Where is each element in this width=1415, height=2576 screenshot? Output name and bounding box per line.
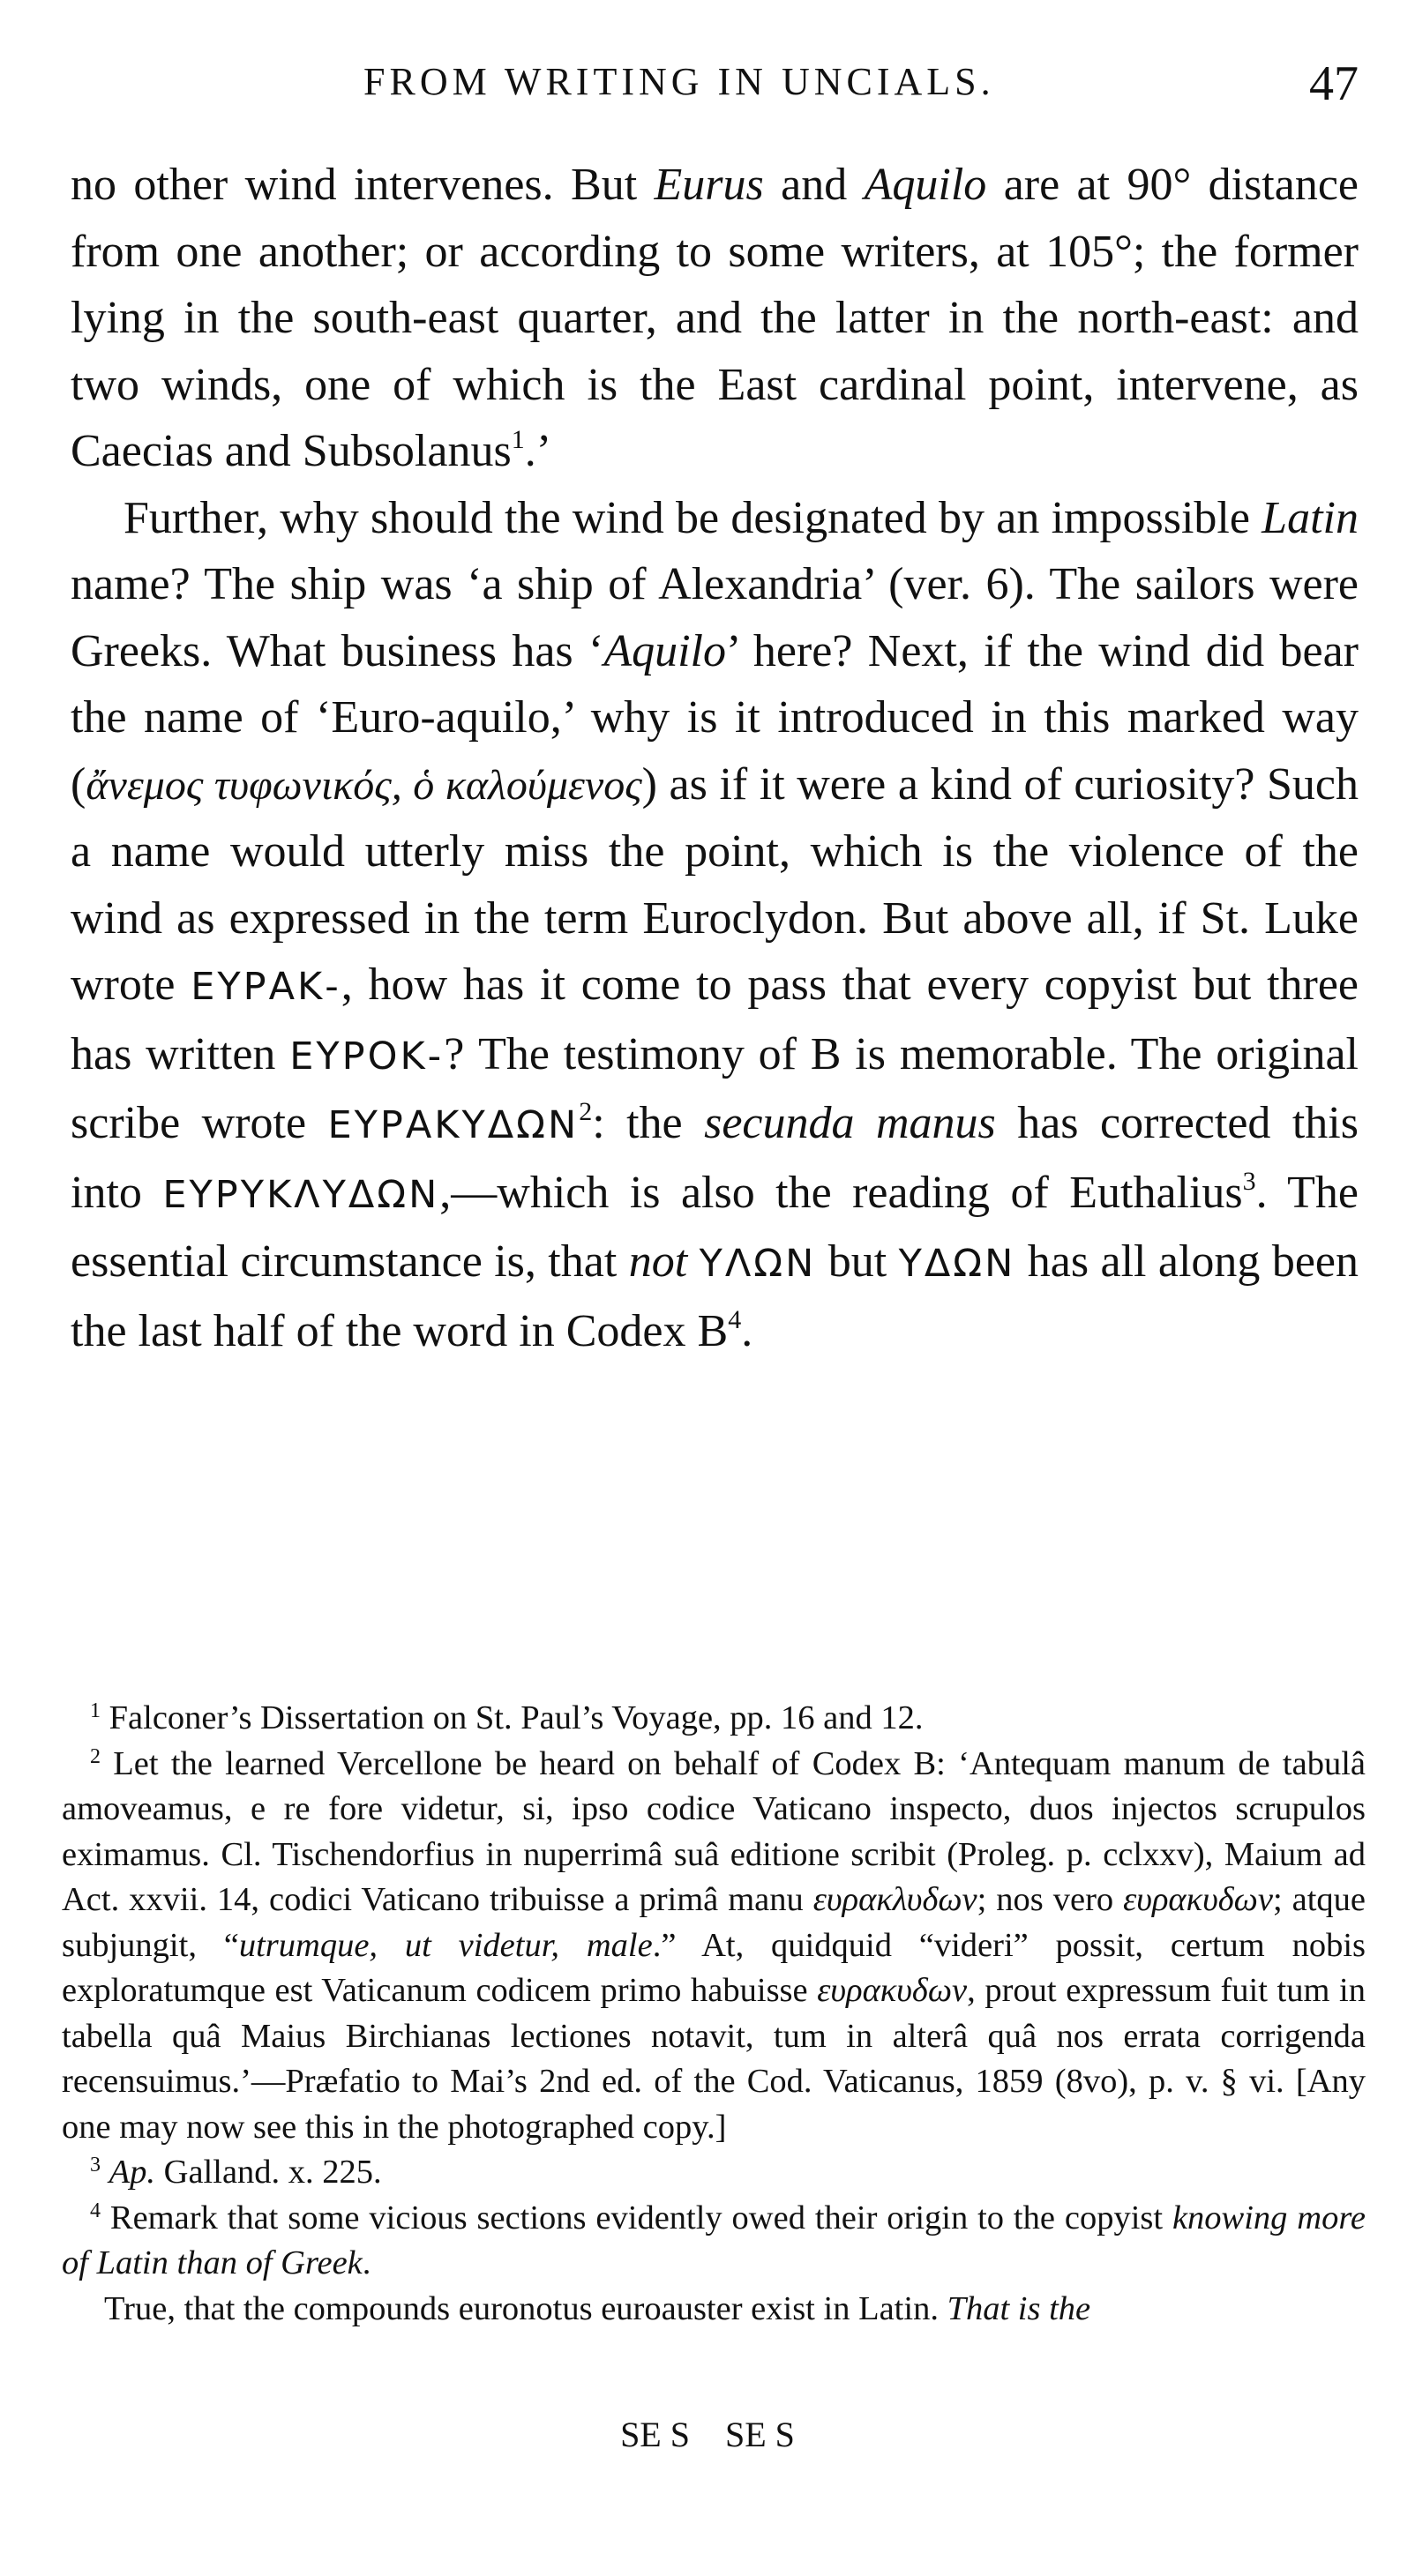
text-run: Further, why should the wind be designated by an impossible (124, 492, 1262, 543)
footnote-text: ; atque subjungit, “ (62, 1881, 1366, 1964)
footnote-text: Galland. x. 225. (155, 2154, 382, 2191)
main-text (71, 152, 1359, 1364)
text-run: , how has it come to pass that every copyist but three has written (71, 959, 1359, 1079)
italic-term: Ap. (109, 2154, 156, 2191)
text-run: has corrected this into (71, 1098, 1359, 1218)
footnote-3 (62, 2150, 1366, 2196)
uncial-word: ΕΥΡΥΚΛΥΔΩΝ (162, 1172, 440, 1217)
footnotes (62, 1696, 1366, 2332)
footnote-text: , prout expressum fuit tum in tabella quâ Maius Birchianas lectiones notavit, tum in alterâ quâ nos errata corrigenda recensuimus.’—Præfatio to Mai’s 2nd ed. of the Cod. Vaticanus, 1859 (8vo), p. v. § vi. [Any one may now see this in the photographed copy.] (62, 1972, 1366, 2146)
greek-word: ευρακυδων (817, 1972, 968, 2009)
text-run: has all along been the last half of the word in Codex B (71, 1236, 1359, 1356)
text-run: are at 90° distance from one another; or according to some writers, at 105°; the former lying in the south-east quarter, and the latter in the north-east: and two winds, one of which is the East cardinal point, intervene, as Caecias and Subsolanus (71, 160, 1359, 476)
footnote-mark: 3 (90, 2154, 101, 2177)
footnote-text: Let the learned Vercellone be heard on behalf of Codex B: ‘Antequam manum de tabulâ amoveamus, e re fore videtur, si, ipso codice Vaticano inspecto, duos injectos scrupulos eximamus. Cl. Tischendorfius in nuperrimâ suâ editione scribit (Proleg. p. cclxxv), Maium ad Act. xxvii. 14, codici Vaticano tribuisse a primâ manu (62, 1744, 1366, 1918)
footnote-text: True, that the compounds euronotus euroauster exist in Latin. (104, 2289, 947, 2327)
footnote-mark: 1 (90, 1699, 101, 1722)
text-run: ? The testimony of B is memorable. The original scribe wrote (71, 1028, 1359, 1148)
footnote-mark: 4 (90, 2199, 101, 2222)
footnote-mark: 2 (90, 1744, 101, 1768)
footnote-ref[interactable]: 2 (579, 1097, 593, 1126)
text-run: no other wind intervenes. But (71, 160, 655, 210)
footnote-text: . (362, 2244, 371, 2281)
footnote-text: Falconer’s Dissertation on St. Paul’s Voyage, pp. 16 and 12. (109, 1699, 924, 1736)
text-run: ,—which is also the reading of Euthalius (439, 1167, 1243, 1218)
text-run: ’ here? Next, if the wind did bear the name of ‘Euro-aquilo,’ why is it introduced in this marked way ( (71, 625, 1359, 810)
italic-term: knowing more of Latin than of Greek (62, 2199, 1366, 2281)
footnote-continuation (62, 2287, 1366, 2333)
page-number: 47 (1309, 56, 1359, 111)
greek-phrase: ἄνεμος τυφωνικός, ὁ καλούμενος (86, 761, 642, 809)
footnote-text: ; nos vero (977, 1881, 1124, 1918)
greek-word: ευρακυδων (1123, 1881, 1273, 1918)
italic-term: utrumque, ut videtur, male (238, 1926, 653, 1964)
footnote-2 (62, 1742, 1366, 2151)
running-title: FROM WRITING IN UNCIALS. (363, 60, 995, 103)
uncial-word: ΥΛΩΝ (699, 1242, 817, 1286)
footnote-ref[interactable]: 3 (1242, 1166, 1256, 1196)
footnote-text: .” At, quidquid “videri” possit, certum nobis exploratumque est Vaticanum codicem primo habuisse (62, 1926, 1366, 2009)
text-run: ) as if it were a kind of curiosity? Such a name would utterly miss the point, which is the violence of the wind as expressed in the term Euroclydon. But above all, if St. Luke wrote (71, 758, 1359, 1010)
text-run: : the (592, 1098, 705, 1148)
italic-term: not (628, 1236, 688, 1287)
text-run: . The essential circumstance is, that (71, 1167, 1359, 1287)
italic-term: Latin (1262, 492, 1359, 543)
paragraph-2 (71, 485, 1359, 1365)
text-run: and (763, 160, 865, 210)
italic-term: Eurus (654, 160, 764, 210)
text-run: . (741, 1305, 753, 1356)
italic-term: Aquilo (864, 160, 987, 210)
footnote-ref[interactable]: 1 (511, 425, 525, 454)
footnote-4 (62, 2196, 1366, 2287)
signature-line: SE S SE S (620, 2415, 795, 2454)
footnote-1 (62, 1696, 1366, 1742)
paragraph-1 (71, 152, 1359, 485)
text-run (687, 1236, 699, 1287)
text-run: .’ (524, 426, 552, 476)
italic-term: Aquilo (603, 625, 727, 676)
italic-term: secunda manus (704, 1098, 996, 1148)
uncial-word: ΥΔΩΝ (898, 1242, 1016, 1286)
footnote-ref[interactable]: 4 (728, 1304, 742, 1334)
text-run: name? The ship was ‘a ship of Alexandria’ (ver. 6). The sailors were Greeks. What business has ‘ (71, 559, 1359, 676)
text-run: but (816, 1236, 899, 1287)
italic-term: That is the (947, 2289, 1091, 2327)
greek-word: ευρακλυδων (812, 1881, 977, 1918)
uncial-word: ΕΥΡΟΚ- (289, 1034, 445, 1079)
uncial-word: ΕΥΡΑΚ- (191, 965, 341, 1009)
uncial-word: ΕΥΡΑΚΥΔΩΝ (327, 1103, 580, 1147)
running-header (0, 51, 1415, 113)
footnote-text: Remark that some vicious sections evidently owed their origin to the copyist (109, 2199, 1172, 2236)
